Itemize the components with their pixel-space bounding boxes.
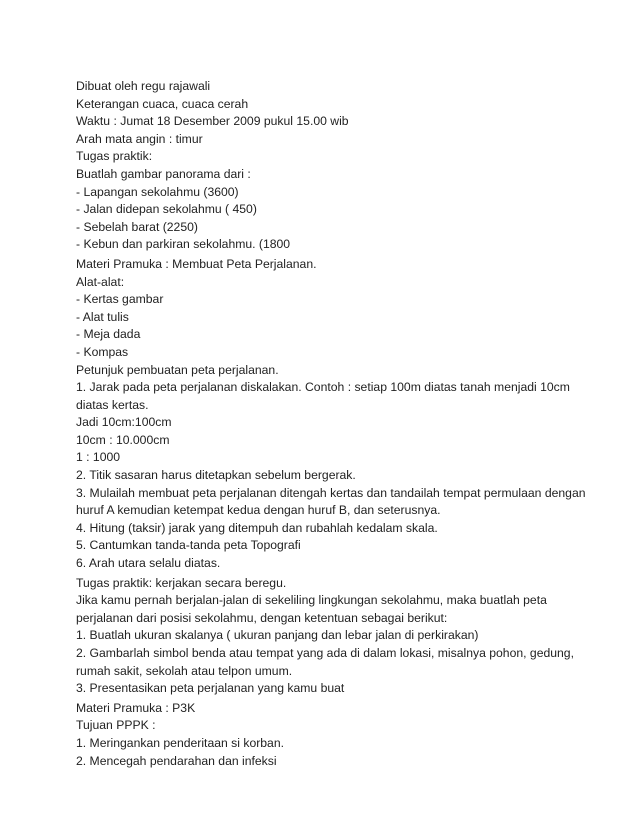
text-line: 2. Mencegah pendarahan dan infeksi <box>76 753 277 768</box>
text-line: Jika kamu pernah berjalan-jalan di sekeliling lingkungan sekolahmu, maka buatlah peta <box>76 593 547 608</box>
text-line: Waktu : Jumat 18 Desember 2009 pukul 15.00 wib <box>76 114 349 129</box>
text-line: Dibuat oleh regu rajawali <box>76 79 211 93</box>
text-line: 1 : 1000 <box>76 450 121 465</box>
section-tugas-praktik <box>76 575 596 698</box>
section-peta-perjalanan <box>76 256 596 573</box>
text-line: - Kebun dan parkiran sekolahmu. (1800 <box>76 237 291 252</box>
section-p3k <box>76 700 596 770</box>
text-line: - Alat tulis <box>76 309 129 324</box>
text-line: 2. Titik sasaran harus ditetapkan sebelum bergerak. <box>76 468 356 483</box>
text-line: Tugas praktik: <box>76 149 153 164</box>
text-line: - Jalan didepan sekolahmu ( 450) <box>76 202 257 217</box>
text-line: Jadi 10cm:100cm <box>76 415 172 430</box>
section-heading: Materi Pramuka : P3K <box>76 700 196 715</box>
text-line: 5. Cantumkan tanda-tanda peta Topografi <box>76 538 301 553</box>
text-line: rumah sakit, sekolah atau telpon umum. <box>76 663 293 678</box>
text-line: perjalanan dari posisi sekolahmu, dengan ketentuan sebagai berikut: <box>76 610 448 625</box>
text-line: 1. Meringankan penderitaan si korban. <box>76 735 284 750</box>
text-line: Arah mata angin : timur <box>76 131 203 146</box>
text-line: Buatlah gambar panorama dari : <box>76 166 251 181</box>
text-line: - Meja dada <box>76 327 141 342</box>
text-line: 6. Arah utara selalu diatas. <box>76 556 221 571</box>
text-line: diatas kertas. <box>76 397 149 412</box>
text-line: 1. Jarak pada peta perjalanan diskalakan. Contoh : setiap 100m diatas tanah menjadi 10cm <box>76 380 570 395</box>
section-heading: Materi Pramuka : Membuat Peta Perjalanan. <box>76 256 317 271</box>
text-line: huruf A kemudian ketempat kedua dengan huruf B, dan seterusnya. <box>76 503 441 518</box>
text-line: 3. Presentasikan peta perjalanan yang kamu buat <box>76 681 345 696</box>
text-line: Tujuan PPPK : <box>76 718 156 733</box>
text-line: Keterangan cuaca, cuaca cerah <box>76 96 249 111</box>
text-line: - Kertas gambar <box>76 292 164 307</box>
text-line: 10cm : 10.000cm <box>76 432 170 447</box>
text-line: 1. Buatlah ukuran skalanya ( ukuran panjang dan lebar jalan di perkirakan) <box>76 628 479 643</box>
text-line: 2. Gambarlah simbol benda atau tempat yang ada di dalam lokasi, misalnya pohon, gedung, <box>76 646 574 660</box>
section-heading: Tugas praktik: kerjakan secara beregu. <box>76 575 287 590</box>
text-line: Alat-alat: <box>76 274 125 289</box>
text-line: - Sebelah barat (2250) <box>76 219 198 234</box>
text-line: - Lapangan sekolahmu (3600) <box>76 184 239 199</box>
text-line: 4. Hitung (taksir) jarak yang ditempuh dan rubahlah kedalam skala. <box>76 520 438 535</box>
document-page <box>76 78 596 770</box>
text-line: 3. Mulailah membuat peta perjalanan ditengah kertas dan tandailah tempat permulaan dengan <box>76 485 586 500</box>
text-line: - Kompas <box>76 344 129 359</box>
text-line: Petunjuk pembuatan peta perjalanan. <box>76 362 279 377</box>
section-regu-rajawali <box>76 78 596 254</box>
